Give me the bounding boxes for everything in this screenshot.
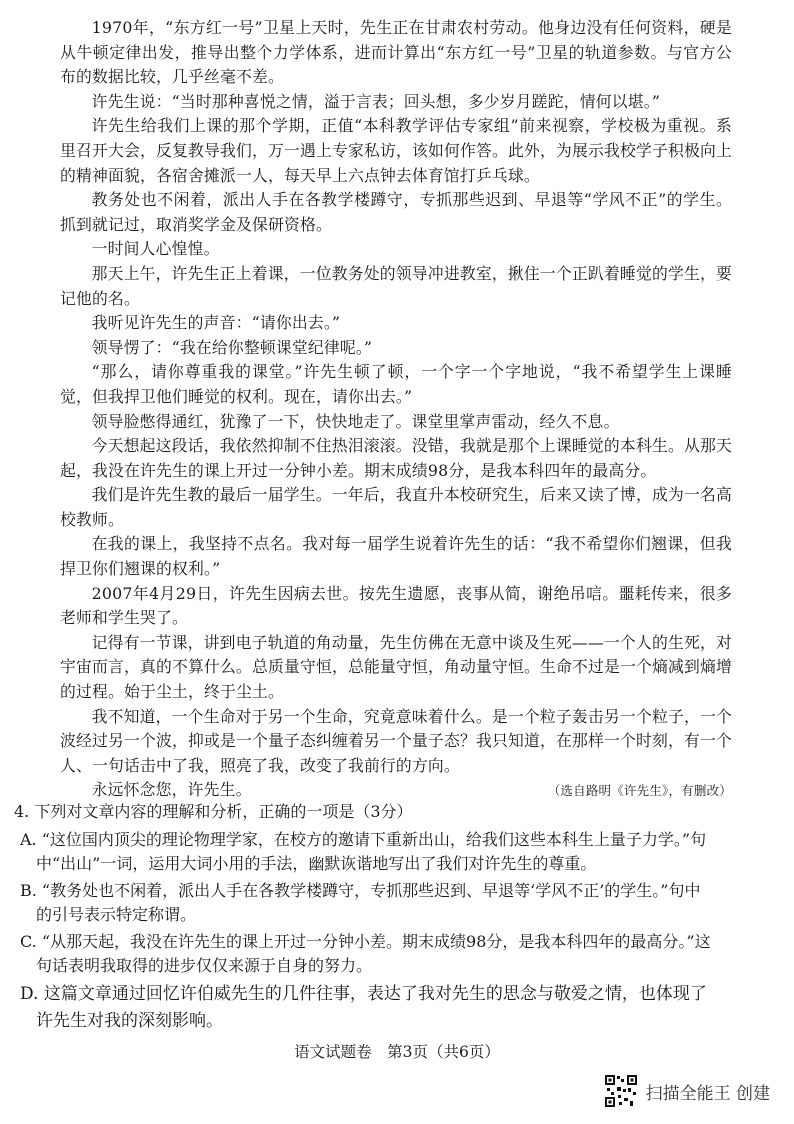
passage-paragraph: 在我的课上，我坚持不点名。我对每一届学生说着许先生的话：“我不希望你们翘课，但我捍卫你们翘课的权利。”	[60, 534, 732, 579]
passage-paragraph: 许先生说：“当时那种喜悦之情，溢于言表；回头想，多少岁月蹉跎，情何以堪。”	[91, 91, 661, 111]
passage-paragraph: 许先生给我们上课的那个学期，正值“本科教学评估专家组”前来视察，学校极为重视。系里召开大会，反复教导我们，万一遇上专家私访，该如何作答。此外，为展示我校学子积极向上的精神面貌，各宿舍摊派一人，每天早上六点钟去体育馆打乒乓球。	[60, 116, 732, 185]
passage-paragraph: 今天想起这段话，我依然抑制不住热泪滚滚。没错，我就是那个上课睡觉的本科生。从那天起，我没在许先生的课上开过一分钟小差。期末成绩98分，是我本科四年的最高分。	[60, 436, 732, 480]
passage-paragraph: “那么，请你尊重我的课堂。”许先生顿了顿，一个字一个字地说，“我不希望学生上课睡觉，但我捍卫他们睡觉的权利。现在，请你出去。”	[60, 362, 732, 406]
option-d[interactable]: D. 这篇文章通过回忆许伯威先生的几件往事，表达了我对先生的思念与敬爱之情，也体现了许先生对我的深刻影响。	[20, 984, 707, 1031]
scanner-watermark	[604, 1074, 770, 1108]
qr-code-icon	[604, 1074, 638, 1108]
passage-paragraph: 2007年4月29日，许先生因病去世。按先生遗愿，丧事从简，谢绝吊唁。噩耗传来，很多老师和学生哭了。	[60, 583, 732, 628]
option-b[interactable]: B. “教务处也不闲着，派出人手在各教学楼蹲守，专抓那些迟到、早退等‘学风不正’的学生。”句中的引号表示特定称谓。	[20, 881, 701, 924]
question-stem: 4. 下列对文章内容的理解和分析，正确的一项是（3分）	[14, 802, 413, 821]
option-a[interactable]: A. “这位国内顶尖的理论物理学家，在校方的邀请下重新出山，给我们这些本科生上量子力学。”句中“出山”一词，运用大词小用的手法，幽默诙谐地写出了我们对许先生的尊重。	[20, 830, 707, 873]
option-c[interactable]: C. “从那天起，我没在许先生的课上开过一分钟小差。期末成绩98分，是我本科四年的最高分。”这句话表明我取得的进步仅仅来源于自身的努力。	[20, 932, 711, 975]
passage-paragraph: 领导愣了：“我在给你整顿课堂纪律呢。”	[91, 337, 373, 357]
watermark-text: 扫描全能王 创建	[645, 1083, 770, 1104]
page-footer: 语文试题卷 第3页（共6页）	[294, 1043, 500, 1061]
passage-paragraph: 记得有一节课，讲到电子轨道的角动量，先生仿佛在无意中谈及生死——一个人的生死，对宇宙而言，真的不算什么。总质量守恒，总能量守恒，角动量守恒。生命不过是一个熵减到熵增的过程。始于尘土，终于尘土。	[60, 632, 732, 702]
passage-paragraph: 我不知道，一个生命对于另一个生命，究竟意味着什么。是一个粒子轰击另一个粒子，一个波经过另一个波，抑或是一个量子态纠缠着另一个量子态？我只知道，在那样一个时刻，有一个人、一句话击中了我，照亮了我，改变了我前行的方向。	[60, 706, 732, 775]
passage-paragraph: 那天上午，许先生正上着课，一位教务处的领导冲进教室，揪住一个正趴着睡觉的学生，要记他的名。	[60, 263, 732, 308]
closing-text: 永远怀念您，许先生。	[91, 780, 252, 800]
passage-paragraph: 我们是许先生教的最后一届学生。一年后，我直升本校研究生，后来又读了博，成为一名高校教师。	[60, 485, 732, 529]
passage-paragraph: 一时间人心惶惶。	[91, 239, 220, 259]
reading-passage	[60, 16, 732, 804]
passage-paragraph: 我听见许先生的声音：“请你出去。”	[91, 313, 341, 333]
passage-paragraph: 领导脸憋得通红，犹豫了一下，快快地走了。课堂里掌声雷动，经久不息。	[91, 411, 620, 431]
passage-paragraph: 教务处也不闲着，派出人手在各教学楼蹲守，专抓那些迟到、早退等“学风不正”的学生。抓到就记过，取消奖学金及保研资格。	[60, 190, 732, 234]
question-4	[14, 800, 714, 1038]
passage-paragraph: 1970年，“东方红一号”卫星上天时，先生正在甘肃农村劳动。他身边没有任何资料，硬是从牛顿定律出发，推导出整个力学体系，进而计算出“东方红一号”卫星的轨道参数。与官方公布的数据比较，几乎丝毫不差。	[60, 18, 732, 87]
source-citation: （选自路明《许先生》，有删改）	[547, 783, 732, 799]
